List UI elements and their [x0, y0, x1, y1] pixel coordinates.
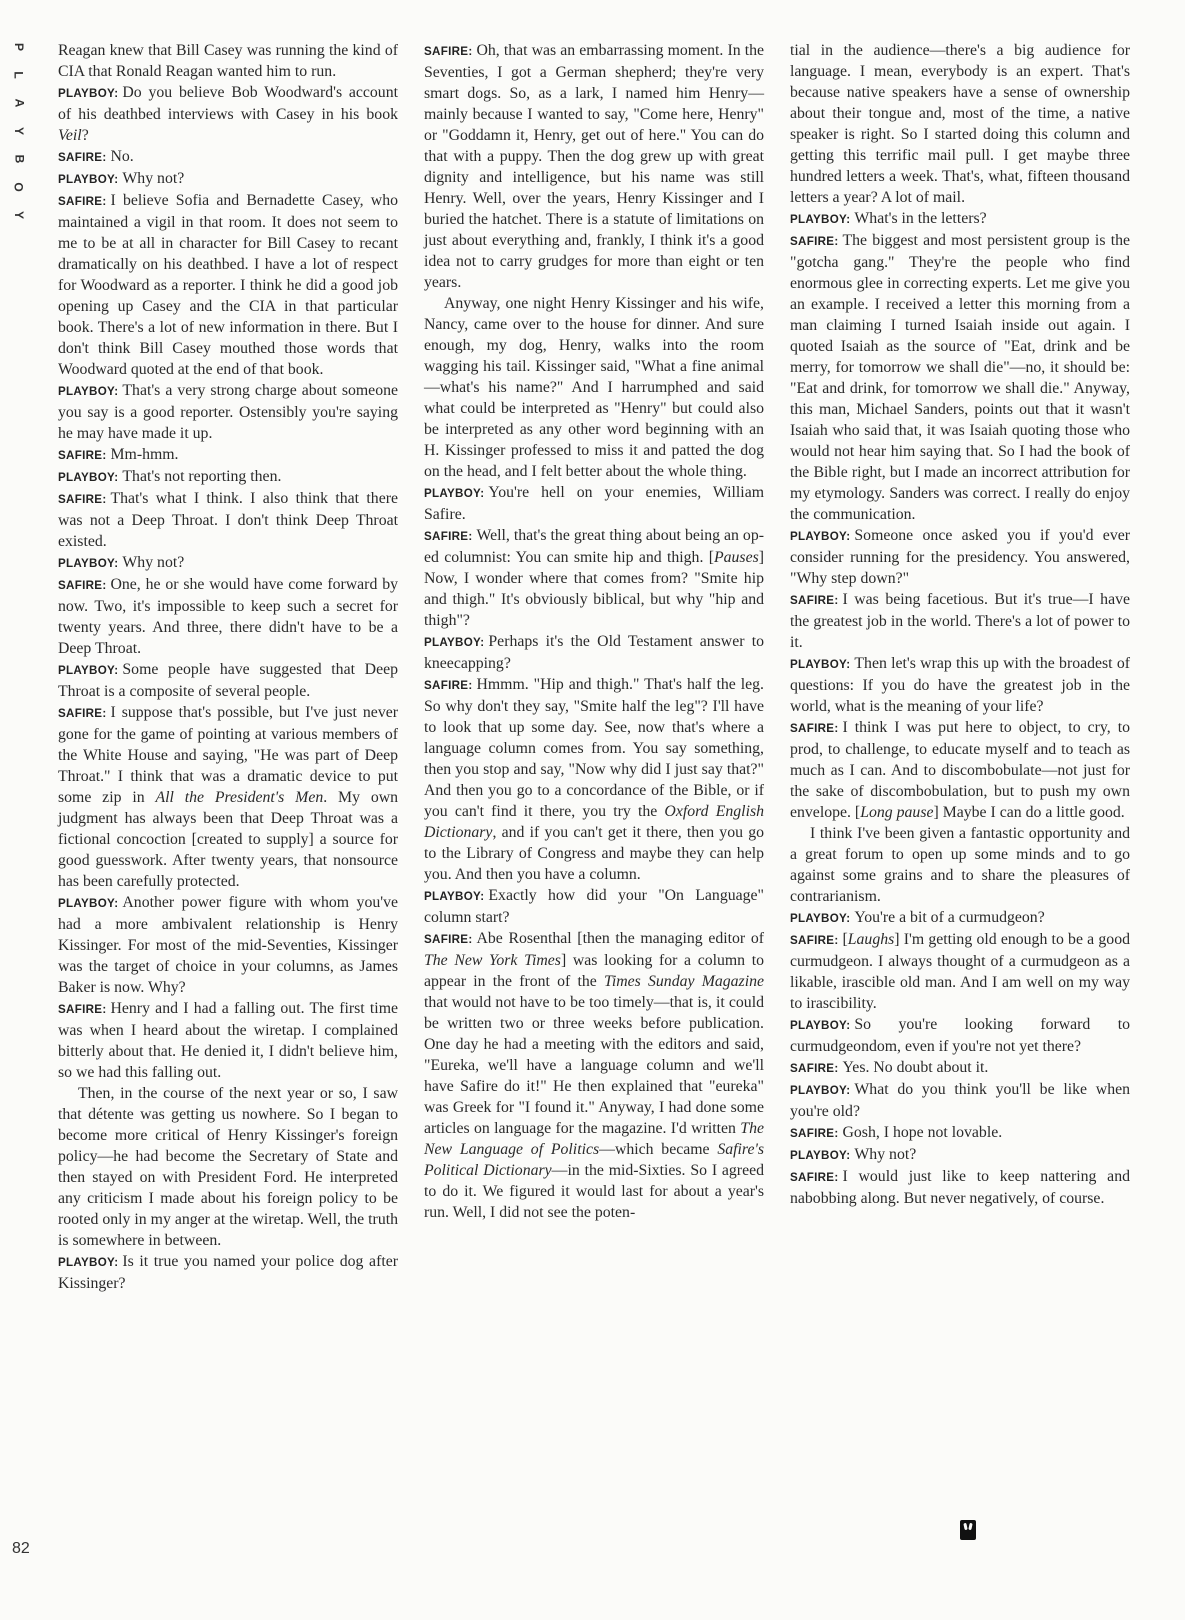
paragraph	[424, 525, 764, 631]
paragraph	[790, 929, 1130, 1014]
speaker-label: PLAYBOY:	[790, 658, 851, 671]
paragraph	[790, 230, 1130, 525]
paragraph	[790, 1144, 1130, 1166]
paragraph-text: You're a bit of a curmudgeon?	[854, 909, 1045, 926]
paragraph	[58, 892, 398, 998]
paragraph-text: ] I'm getting old enough to be a good curmudgeon. I always thought of a curmudgeon as a likable, irascible old man. And I am well on my way to irascibility.	[790, 931, 1130, 1012]
margin-letter: A	[11, 98, 26, 108]
paragraph	[58, 659, 398, 702]
speaker-label: SAFIRE:	[424, 530, 473, 543]
paragraph	[424, 482, 764, 525]
paragraph-text: That's what I think. I also think that there was not a Deep Throat. I don't think Deep Throat existed.	[58, 490, 398, 550]
paragraph-text: Mm-hmm.	[110, 446, 179, 463]
paragraph-text: The biggest and most persistent group is the "gotcha gang." They're the people who find enormous glee in correcting experts. Let me give you an example. I received a letter this morning from a man claiming I turned Isaiah inside out again. I quoted Isaiah as the source of "Eat, drink and be merry, for tomorrow we shall die"—no, it should be: "Eat and drink, for tomorrow we shall die." Anyway, this man, Michael Sanders, points out that it wasn't Isaiah who said that, it was Isaiah quoting those who would not hear him saying that. So I had the book of the Bible right, but I made an incorrect attribution for my etymology. Sanders was correct. I really do enjoy the communication.	[790, 232, 1130, 523]
italic-title: Oxford English Dictionary	[424, 803, 765, 841]
paragraph	[58, 146, 398, 168]
paragraph-text: Gosh, I hope not lovable.	[842, 1124, 1003, 1141]
paragraph	[790, 525, 1130, 589]
playboy-bunny-end-mark-icon	[960, 1520, 976, 1540]
paragraph-text: ] Maybe I can do a little good.	[933, 804, 1125, 821]
margin-letter: Y	[11, 210, 26, 220]
speaker-label: SAFIRE:	[58, 1003, 107, 1016]
paragraph-text: Is it true you named your police dog after Kissinger?	[58, 1253, 398, 1292]
speaker-label: PLAYBOY:	[58, 471, 119, 484]
paragraph	[58, 40, 398, 82]
speaker-label: PLAYBOY:	[424, 487, 485, 500]
paragraph	[790, 1079, 1130, 1122]
speaker-label: SAFIRE:	[58, 195, 107, 208]
italic-title: Laughs	[847, 931, 895, 948]
paragraph-text: Hmmm. "Hip and thigh." That's half the leg. So why don't they say, "Smite half the leg"? I'll have to look that up some day. See, now that's where a language column comes from. You say something, then you stop and say, "Now why did I just say that?" And then you go to a concordance of the Bible, or if you can't find it there, you try the	[424, 676, 764, 820]
paragraph-text: That's not reporting then.	[122, 468, 282, 485]
italic-title: Long pause	[860, 804, 934, 821]
paragraph-text: That's a very strong charge about someone you say is a good reporter. Ostensibly you're saying he may have made it up.	[58, 382, 398, 442]
italic-title: All the President's Men	[155, 789, 324, 806]
paragraph	[790, 1122, 1130, 1144]
speaker-label: SAFIRE:	[790, 235, 839, 248]
paragraph-text: I would just like to keep nattering and nabobbing along. But never negatively, of course.	[790, 1168, 1130, 1207]
italic-title: The New Language of Politics	[424, 1120, 764, 1158]
speaker-label: PLAYBOY:	[58, 173, 119, 186]
paragraph-text: Do you believe Bob Woodward's account of his deathbed interviews with Casey in his book	[58, 84, 398, 123]
text-column-1	[58, 40, 398, 1294]
paragraph-text: Perhaps it's the Old Testament answer to kneecapping?	[424, 633, 764, 672]
paragraph	[424, 928, 764, 1223]
speaker-label: SAFIRE:	[790, 934, 839, 947]
speaker-label: SAFIRE:	[58, 579, 107, 592]
margin-letter: Y	[11, 126, 26, 136]
margin-letter: P	[11, 42, 26, 52]
paragraph	[790, 823, 1130, 907]
paragraph	[424, 631, 764, 674]
paragraph-text: that would not have to be too timely—that is, it could be written two or three weeks before publication. One day he had a meeting with the editors and said, "Eureka, we'll have a language column and we'll have Safire do it!" He then explained that "eureka" was Greek for "I found it." Anyway, I had done some articles on language for the magazine. I'd written	[424, 994, 764, 1137]
paragraph-text: ] was looking for a column to appear in the front of the	[424, 952, 764, 990]
paragraph-text: Henry and I had a falling out. The first time was when I heard about the wiretap. I complained bitterly about that. He denied it, I didn't believe him, so we had this falling out.	[58, 1000, 398, 1081]
speaker-label: SAFIRE:	[424, 45, 473, 58]
paragraph	[58, 190, 398, 380]
paragraph	[58, 380, 398, 444]
speaker-label: PLAYBOY:	[424, 890, 485, 903]
paragraph-text: tial in the audience—there's a big audience for language. I mean, everybody is an expert. That's because native speakers have a sense of ownership about their tongue and, most of the time, a native speaker is right. So I started doing this column and getting this terrific mail pull. I get maybe three hundred letters a week. That's, what, fifteen thousand letters a year? A lot of mail.	[790, 42, 1130, 206]
paragraph	[58, 1251, 398, 1294]
paragraph-text: Anyway, one night Henry Kissinger and his wife, Nancy, came over to the house for dinner. And sure enough, my dog, Henry, walks into the room wagging his tail. Kissinger said, "What a fine animal—what's his name?" And I harrumphed and said what could be interpreted as "Henry" but could also be interpreted as any other word beginning with an H. Kissinger professed to miss it and patted the dog on the head, and I felt better about the whole thing.	[424, 295, 764, 480]
italic-title: Times Sunday Magazine	[603, 973, 764, 990]
paragraph-text: What's in the letters?	[854, 210, 987, 227]
speaker-label: PLAYBOY:	[58, 87, 119, 100]
paragraph-text: Reagan knew that Bill Casey was running the kind of CIA that Ronald Reagan wanted him to run.	[58, 42, 398, 80]
speaker-label: PLAYBOY:	[58, 664, 119, 677]
paragraph-text: Then, in the course of the next year or so, I saw that détente was getting us nowhere. So I began to become more critical of Henry Kissinger's foreign policy—he had become the Secretary of State and then stayed on with President Ford. He interpreted any criticism I made about his foreign policy to be rooted only in my anger at the wiretap. Well, the truth is somewhere in between.	[58, 1085, 398, 1249]
paragraph	[58, 168, 398, 190]
paragraph-text: —in the mid-Sixties. So I agreed to do it. We figured it would last for about a year's run. Well, I did not see the poten-	[424, 1162, 764, 1221]
speaker-label: SAFIRE:	[58, 151, 107, 164]
paragraph	[58, 552, 398, 574]
running-head-vertical	[8, 40, 30, 222]
paragraph	[58, 488, 398, 552]
speaker-label: PLAYBOY:	[790, 530, 851, 543]
page-number: 82	[12, 1540, 30, 1557]
paragraph-text: Why not?	[122, 170, 185, 187]
paragraph	[58, 1083, 398, 1251]
speaker-label: PLAYBOY:	[424, 636, 485, 649]
paragraph-text: So you're looking forward to curmudgeondom, even if you're not yet there?	[790, 1016, 1130, 1055]
speaker-label: SAFIRE:	[58, 449, 107, 462]
paragraph-text: I suppose that's possible, but I've just never gone for the game of pointing at various members of the White House and saying, "He was part of Deep Throat." I think that was a dramatic device to put some zip in	[58, 704, 398, 806]
italic-title: Veil	[58, 127, 82, 144]
paragraph-text: I think I've been given a fantastic opportunity and a great forum to open up some minds and to go against some grains and to share the pleasures of contrarianism.	[790, 825, 1130, 905]
text-column-3	[790, 40, 1130, 1209]
paragraph	[790, 653, 1130, 717]
speaker-label: SAFIRE:	[790, 1062, 839, 1075]
paragraph-text: Why not?	[854, 1146, 917, 1163]
paragraph-text: I believe Sofia and Bernadette Casey, who maintained a vigil in that room. It does not seem to me to be at all in character for Bill Casey to recant dramatically on his deathbed. I have a lot of respect for Woodward as a reporter. I think he did a good job opening up Casey and the CIA in that particular book. There's a lot of new information in there. But I don't think Bill Casey mouthed those words that Woodward quoted at the end of that book.	[58, 192, 398, 378]
margin-letter: L	[12, 71, 26, 79]
speaker-label: SAFIRE:	[58, 493, 107, 506]
paragraph	[790, 40, 1130, 208]
paragraph-text: Exactly how did your "On Language" column start?	[424, 887, 764, 926]
speaker-label: PLAYBOY:	[790, 1149, 851, 1162]
paragraph-text: What do you think you'll be like when you're old?	[790, 1081, 1130, 1120]
speaker-label: PLAYBOY:	[58, 897, 119, 910]
text-column-2	[424, 40, 764, 1223]
paragraph	[58, 82, 398, 146]
paragraph	[424, 293, 764, 482]
speaker-label: SAFIRE:	[790, 1127, 839, 1140]
speaker-label: SAFIRE:	[790, 594, 839, 607]
paragraph-text: I was being facetious. But it's true—I have the greatest job in the world. There's a lot of power to it.	[790, 591, 1130, 651]
paragraph-text: —which became	[599, 1141, 718, 1158]
paragraph-text: Some people have suggested that Deep Throat is a composite of several people.	[58, 661, 398, 700]
speaker-label: SAFIRE:	[424, 679, 473, 692]
paragraph-text: Yes. No doubt about it.	[842, 1059, 989, 1076]
paragraph	[790, 208, 1130, 230]
paragraph	[790, 589, 1130, 653]
margin-letter: O	[12, 182, 26, 192]
speaker-label: SAFIRE:	[790, 1171, 839, 1184]
paragraph-text: Then let's wrap this up with the broadest of questions: If you do have the greatest job in the world, what is the meaning of your life?	[790, 655, 1130, 715]
paragraph-text: Abe Rosenthal [then the managing editor of	[476, 930, 764, 947]
paragraph-text: ] Now, I wonder where that comes from? "Smite hip and thigh." It's obviously biblical, but why "hip and thigh"?	[424, 549, 764, 629]
paragraph	[424, 40, 764, 293]
speaker-label: PLAYBOY:	[790, 912, 851, 925]
paragraph	[424, 885, 764, 928]
paragraph	[58, 574, 398, 659]
paragraph	[790, 1057, 1130, 1079]
paragraph-text: [	[842, 931, 848, 948]
speaker-label: PLAYBOY:	[790, 213, 851, 226]
italic-title: Pauses	[713, 549, 759, 566]
paragraph-text: No.	[110, 148, 134, 165]
paragraph-text: Why not?	[122, 554, 185, 571]
paragraph-text: Someone once asked you if you'd ever consider running for the presidency. You answered, "Why step down?"	[790, 527, 1130, 587]
paragraph-text: , and if you can't get it there, then you go to the Library of Congress and maybe they can help you. And then you have a column.	[424, 824, 764, 883]
paragraph	[790, 717, 1130, 823]
speaker-label: PLAYBOY:	[58, 385, 119, 398]
speaker-label: PLAYBOY:	[58, 557, 119, 570]
paragraph	[790, 1014, 1130, 1057]
paragraph	[58, 466, 398, 488]
paragraph	[58, 998, 398, 1083]
paragraph	[424, 674, 764, 885]
speaker-label: SAFIRE:	[424, 933, 473, 946]
speaker-label: PLAYBOY:	[790, 1084, 851, 1097]
paragraph-text: I think I was put here to object, to cry, to prod, to challenge, to educate myself and to teach as much as I can. And to discombobulate—not just for the sake of discombobulation, but to push my own envelope. [	[790, 719, 1130, 821]
paragraph	[58, 702, 398, 892]
paragraph-text: . My own judgment has always been that Deep Throat was a fictional concoction [created to supply] a source for good guesswork. After twenty years, that nonsource has been carefully protected.	[58, 789, 399, 890]
paragraph-text: Another power figure with whom you've had a more ambivalent relationship is Henry Kissinger. For most of the mid-Seventies, Kissinger was the target of choice in your columns, as James Baker is now. Why?	[58, 894, 398, 996]
paragraph-text: Oh, that was an embarrassing moment. In the Seventies, I got a German shepherd; they're very smart dogs. So, as a lark, I named him Henry—mainly because I wanted to say, "Come here, Henry" or "Goddamn it, Henry, get out of here." You can do that with a puppy. Then the dog grew up with great dignity and intelligence, but his name was still Henry. Well, over the years, Henry Kissinger and I buried the hatchet. There is a statute of limitations on just about everything and, frankly, I think it's a good idea not to carry grudges for more than eight or ten years.	[424, 42, 764, 291]
italic-title: Safire's Political Dictionary	[424, 1141, 764, 1179]
paragraph-text: Well, that's the great thing about being an op-ed columnist: You can smite hip and thigh. [	[424, 527, 764, 566]
paragraph-text: One, he or she would have come forward by now. Two, it's impossible to keep such a secret for twenty years. And three, there didn't have to be a Deep Throat.	[58, 576, 398, 657]
margin-letter: B	[11, 154, 26, 164]
speaker-label: PLAYBOY:	[790, 1019, 851, 1032]
paragraph	[790, 1166, 1130, 1209]
paragraph-text: You're hell on your enemies, William Safire.	[424, 484, 764, 523]
paragraph	[790, 907, 1130, 929]
speaker-label: PLAYBOY:	[58, 1256, 119, 1269]
paragraph	[58, 444, 398, 466]
speaker-label: SAFIRE:	[790, 722, 839, 735]
paragraph-text: ?	[81, 127, 89, 144]
speaker-label: SAFIRE:	[58, 707, 107, 720]
italic-title: The New York Times	[424, 952, 561, 969]
